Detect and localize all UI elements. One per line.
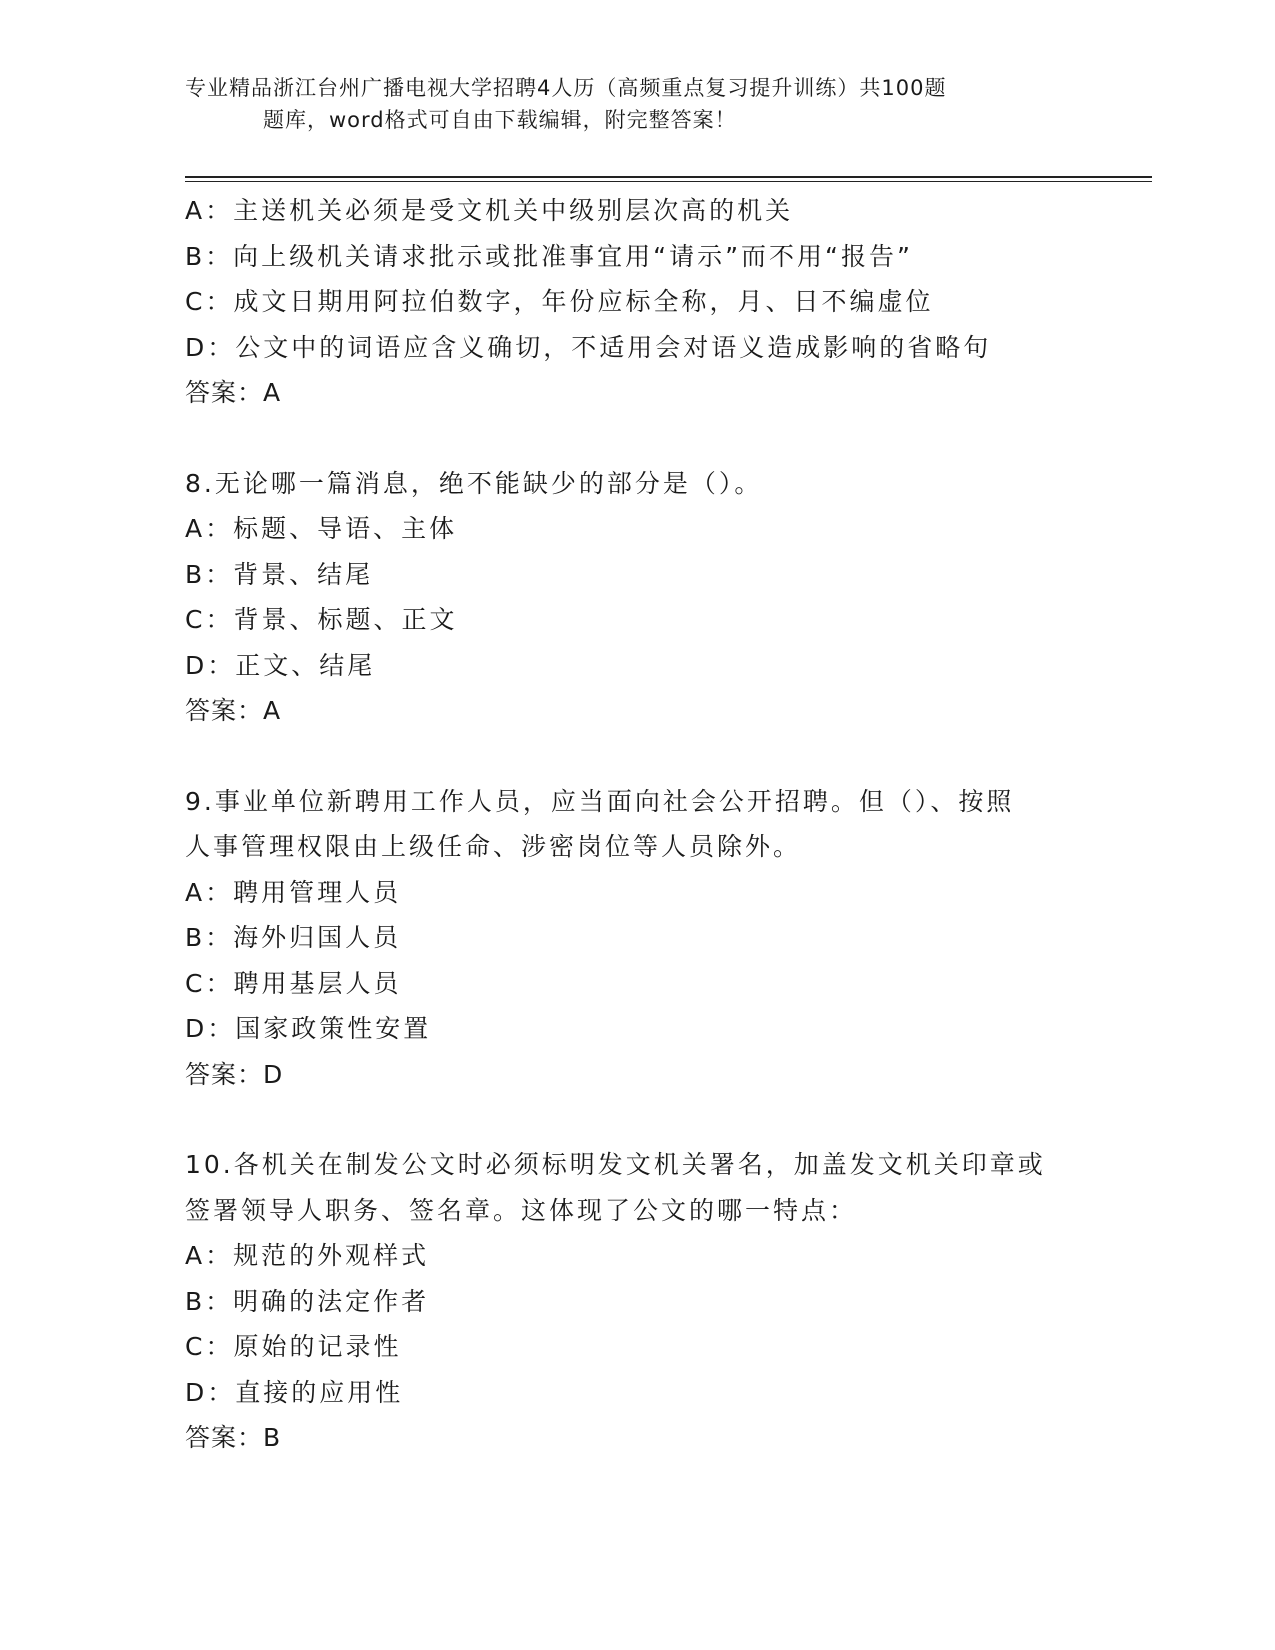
option-c: C：成文日期用阿拉伯数字，年份应标全称，月、日不编虚位 <box>185 287 934 316</box>
option-b: B：向上级机关请求批示或批准事宜用“请示”而不用“报告” <box>185 241 913 271</box>
answer: 答案：B <box>185 1423 282 1452</box>
question-text: 10.各机关在制发公文时必须标明发文机关署名，加盖发文机关印章或 <box>185 1150 1046 1179</box>
option-b: B：明确的法定作者 <box>185 1286 430 1316</box>
page-header <box>185 72 1065 136</box>
question-block-10 <box>185 1142 1085 1461</box>
question-text-continued: 签署领导人职务、签名章。这体现了公文的哪一特点： <box>185 1195 858 1225</box>
header-rule-thin <box>185 181 1152 182</box>
question-block-8 <box>185 461 1085 734</box>
question-list <box>185 188 1085 1461</box>
header-line-2: 题库，word格式可自由下载编辑，附完整答案！ <box>263 108 737 132</box>
question-block-7 <box>185 188 1085 416</box>
question-text-continued: 人事管理权限由上级任命、涉密岗位等人员除外。 <box>185 832 802 861</box>
question-text: 8.无论哪一篇消息，绝不能缺少的部分是（）。 <box>185 468 763 498</box>
option-c: C：背景、标题、正文 <box>185 605 458 634</box>
answer: 答案：A <box>185 696 282 725</box>
header-rule-thick <box>185 176 1152 178</box>
spacer <box>185 734 1085 779</box>
option-a: A：主送机关必须是受文机关中级别层次高的机关 <box>185 196 794 225</box>
option-a: A：标题、导语、主体 <box>185 514 458 543</box>
option-c: C：聘用基层人员 <box>185 968 402 998</box>
question-text: 9.事业单位新聘用工作人员，应当面向社会公开招聘。但（）、按照 <box>185 786 1015 816</box>
option-b: B：海外归国人员 <box>185 923 402 952</box>
answer: 答案：A <box>185 378 282 407</box>
option-d: D：公文中的词语应含义确切，不适用会对语义造成影响的省略句 <box>185 332 992 362</box>
option-d: D：正文、结尾 <box>185 650 376 680</box>
option-d: D：直接的应用性 <box>185 1377 404 1407</box>
option-a: A：规范的外观样式 <box>185 1241 430 1270</box>
spacer <box>185 1097 1085 1142</box>
option-b: B：背景、结尾 <box>185 559 374 589</box>
option-d: D：国家政策性安置 <box>185 1014 432 1043</box>
header-line-1: 专业精品浙江台州广播电视大学招聘4人历（高频重点复习提升训练）共100题 <box>185 76 947 100</box>
spacer <box>185 416 1085 461</box>
question-block-9 <box>185 779 1085 1098</box>
option-a: A：聘用管理人员 <box>185 877 402 907</box>
option-c: C：原始的记录性 <box>185 1332 402 1361</box>
answer: 答案：D <box>185 1059 284 1089</box>
